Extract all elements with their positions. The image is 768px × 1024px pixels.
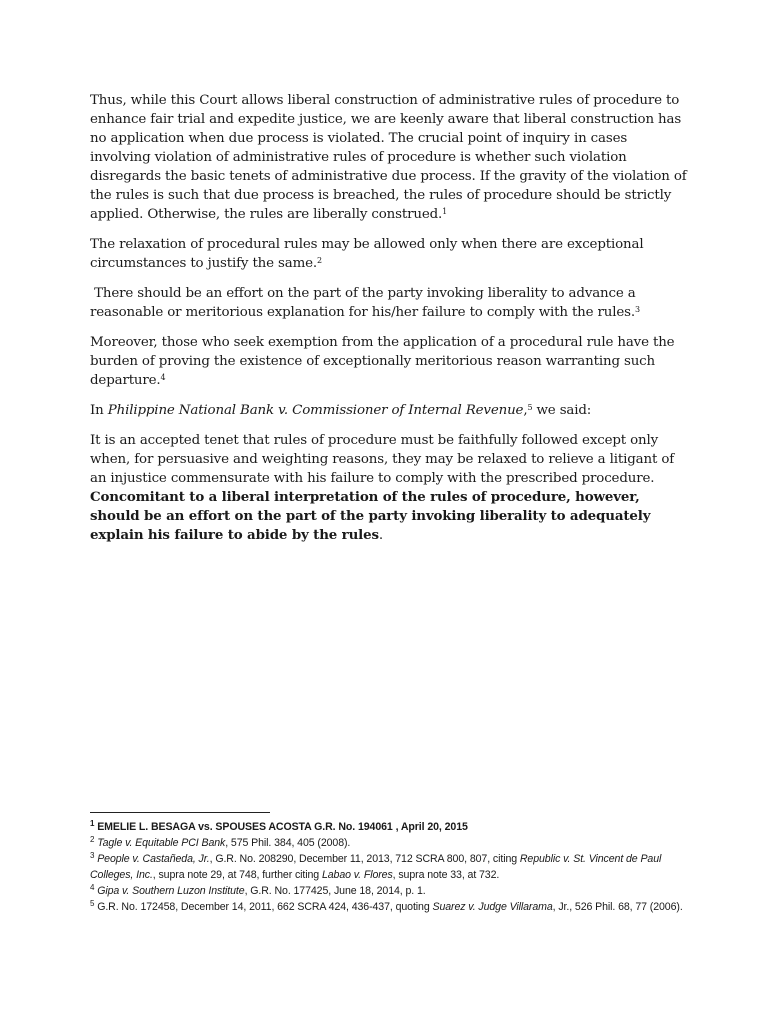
footnotes-section [90, 812, 690, 915]
footnote-separator [90, 812, 270, 813]
footnote-ref-4[interactable]: 4 [160, 373, 166, 382]
footnote-3: $^3$ People v. Castañeda, Jr., G.R. No. 208290, December 11, 2013, 712 SCRA 800, 807, citing Republic v. St. Vincent de Paul Colleges, Inc., supra note 29, at 748, further citing Labao v. Flores, supra note 33, at 732. [90, 851, 662, 881]
case-name-pnb: Philippine National Bank v. Commissioner of Internal Revenue [107, 403, 524, 418]
footnote-1: $^1$ EMELIE L. BESAGA vs. SPOUSES ACOSTA G.R. No. 194061 , April 20, 2015 [90, 819, 468, 833]
paragraph-effort: There should be an effort on the part of the party invoking liberality to advance a reasonable or meritorious explanation for his/her failure to comply with the rules.$^3$ [90, 286, 640, 320]
emphasized-quote: Concomitant to a liberal interpretation of the rules of procedure, however, should be an effort on the part of the party invoking liberality to adequately explain his failure to abide by the rules [90, 489, 651, 543]
document-body [90, 91, 688, 556]
paragraph-liberal-construction: Thus, while this Court allows liberal construction of administrative rules of procedure to enhance fair trial and expedite justice, we are keenly aware that liberal construction has no application when due process is violated. The crucial point of inquiry in cases involving violation of administrative rules of procedure is whether such violation disregards the basic tenets of administrative due process. If the gravity of the violation of the rules is such that due process is breached, the rules of procedure should be strictly applied. Otherwise, the rules are liberally construed.$^1$ [90, 93, 687, 222]
paragraph-quotation: It is an accepted tenet that rules of procedure must be faithfully followed except only when, for persuasive and weighting reasons, they may be relaxed to relieve a litigant of an injustice commensurate with his failure to comply with the prescribed procedure. Concomitant to a liberal interpretation of the rules of procedure, however, should be an effort on the part of the party invoking liberality to adequately explain his failure to abide by the rules. [90, 433, 675, 543]
footnote-4: $^4$ Gipa v. Southern Luzon Institute, G.R. No. 177425, June 18, 2014, p. 1. [90, 883, 426, 897]
footnote-ref-1[interactable]: 1 [442, 207, 448, 216]
footnote-2: $^2$ Tagle v. Equitable PCI Bank, 575 Phil. 384, 405 (2008). [90, 835, 351, 849]
footnote-ref-3[interactable]: 3 [635, 305, 640, 314]
paragraph-relaxation: The relaxation of procedural rules may be allowed only when there are exceptional circumstances to justify the same.$^2$ [90, 237, 644, 271]
paragraph-pnb-intro: In Philippine National Bank v. Commissioner of Internal Revenue,$^5$ we said: [90, 403, 592, 418]
footnote-ref-2[interactable]: 2 [317, 256, 322, 265]
footnote-ref-5[interactable]: 5 [527, 403, 533, 412]
footnote-5: $^5$ G.R. No. 172458, December 14, 2011, 662 SCRA 424, 436-437, quoting Suarez v. Judge Villarama, Jr., 526 Phil. 68, 77 (2006). [90, 899, 683, 913]
paragraph-exemption: Moreover, those who seek exemption from the application of a procedural rule have the burden of proving the existence of exceptionally meritorious reason warranting such departure.$^4$ [90, 335, 675, 388]
